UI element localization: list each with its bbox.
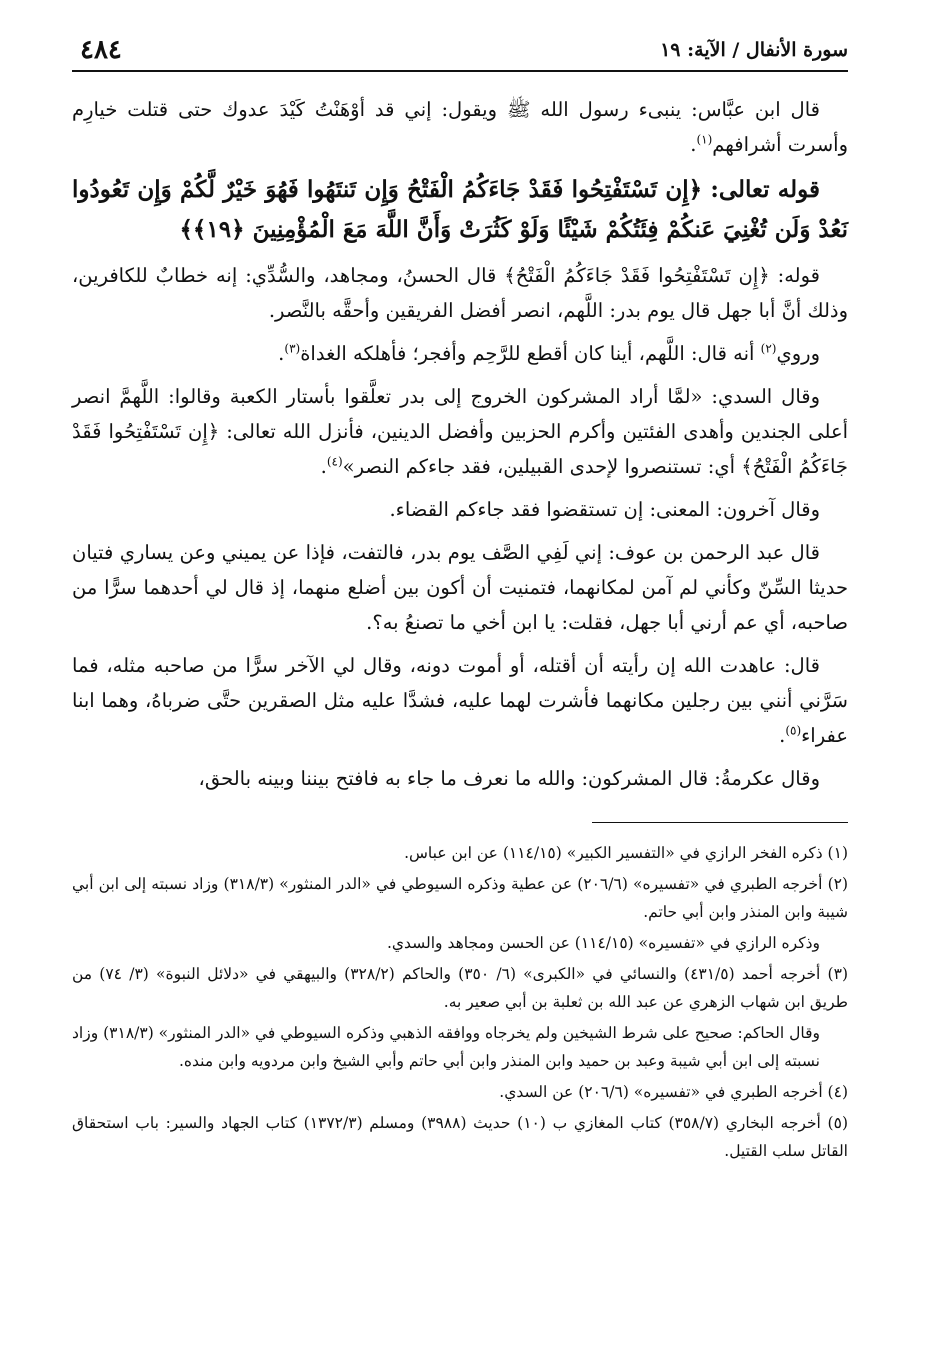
footnote-item: (٢) أخرجه الطبري في «تفسيره» (٢٠٦/٦) عن عطية وذكره السيوطي في «الدر المنثور» (٣١٨/٣) وزاد نسبته إلى ابن أبي شيبة وابن المنذر وابن أبي حاتم. [72, 875, 849, 921]
body-paragraph [72, 761, 848, 796]
body-paragraph [72, 258, 848, 328]
paragraph-text: قوله تعالى: ﴿إِن تَسْتَفْتِحُوا فَقَدْ جَاءَكُمُ الْفَتْحُ وَإِن تَنتَهُوا فَهُوَ خَيْرٌ لَّكُمْ وَإِن تَعُودُوا نَعُدْ وَلَن تُغْنِيَ عَنكُمْ فِئَتُكُمْ شَيْئًا وَلَوْ كَثُرَتْ وَأَنَّ اللَّهَ مَعَ الْمُؤْمِنِينَ ﴿١٩﴾﴾ [72, 176, 848, 243]
quran-verse [72, 170, 848, 250]
body-paragraph [72, 648, 848, 753]
paragraph-text: قال عبد الرحمن بن عوف: إني لَفِي الصَّف يوم بدر، فالتفت، فإذا عن يميني وعن يساري فتيان حديثا السِّنّ وكأني لم آمن لمكانهما، فتمنيت أن أكون بين أضلع منهما، إذ قال لي أحدهما سرًّا من صاحبه، أي عم أرني أبا جهل، فقلت: يا ابن أخي ما تصنعُ به؟. [72, 541, 848, 634]
footnote-item: (٤) أخرجه الطبري في «تفسيره» (٢٠٦/٦) عن السدي. [499, 1083, 848, 1101]
book-page [72, 30, 848, 1349]
paragraph-text: قال: عاهدت الله إن رأيته أن أقتله، أو أموت دونه، وقال لي الآخر سرًّا من صاحبه مثله، فما سَرَّني أنني بين رجلين مكانهما فأشرت لهما عليه، فشدَّا عليه مثل الصقرين حتَّى ضرباهُ، وهما ابنا عفراء [72, 654, 848, 747]
body-paragraph [72, 92, 848, 162]
paragraph-end: . [779, 724, 786, 747]
footnote-item: (٣) أخرجه أحمد (٤٣١/٥) والنسائي في «الكبرى» (٦/ ٣٥٠) والحاكم (٣٢٨/٢) والبيهقي في «دلائل النبوة» (٣/ ٧٤) من طريق ابن شهاب الزهري عن عبد الله بن ثعلبة بن أبي صعير به. [72, 965, 848, 1011]
paragraph-end: . [320, 455, 327, 478]
paragraph-text: قوله: ﴿إِن تَسْتَفْتِحُوا فَقَدْ جَاءَكُمُ الْفَتْحُ﴾ قال الحسنُ، ومجاهد، والسُّدِّي: إنه خطابٌ للكافرين، وذلك أنَّ أبا جهل قال يوم بدر: اللَّهم، انصر أفضل الفريقين وأحقَّه بالنَّصر. [72, 264, 848, 322]
surah-reference: سورة الأنفال / الآية: ١٩ [660, 39, 848, 61]
footnote-marker: (٥) [785, 723, 802, 738]
body-paragraph [72, 379, 848, 484]
page-header [72, 30, 848, 72]
footnote-continuation: وذكره الرازي في «تفسيره» (١١٤/١٥) عن الحسن ومجاهد والسدي. [386, 934, 820, 952]
footnote-item: (٥) أخرجه البخاري (٣٥٨/٧) كتاب المغازي ب (١٠) حديث (٣٩٨٨) ومسلم (١٣٧٢/٣) كتاب الجهاد والسير: باب استحقاق القاتل سلب القتيل. [72, 1114, 848, 1160]
footnote-continuation: وقال الحاكم: صحيح على شرط الشيخين ولم يخرجاه ووافقه الذهبي وذكره السيوطي في «الدر المنثور» (٣١٨/٣) وزاد نسبته إلى ابن أبي شيبة وعبد بن حميد وابن المنذر وابن أبي حاتم وأبي الشيخ وابن مردويه وابن منده. [72, 1024, 821, 1070]
footnote-divider [592, 822, 848, 823]
footnote-marker: (٢) [760, 341, 777, 356]
footnote-item: (١) ذكره الفخر الرازي في «التفسير الكبير» (١١٤/١٥) عن ابن عباس. [404, 844, 848, 862]
paragraph-text: وروي [776, 342, 820, 365]
body-paragraph [72, 535, 848, 640]
footnote-marker: (١) [696, 132, 713, 147]
paragraph-end: . [690, 133, 697, 156]
paragraph-text: وقال عكرمةُ: قال المشركون: والله ما نعرف ما جاء به فافتح بيننا وبينه بالحق، [198, 767, 820, 790]
paragraph-text: قال ابن عبَّاس: ينبىء رسول الله ﷺ ويقول: إني قد أوْهَنْتُ كَيْدَ عدوك حتى قتلت خيارِم وأسرت أشرافهم [72, 98, 848, 156]
footnote-marker: (٤) [326, 454, 343, 469]
paragraph-end: . [278, 342, 285, 365]
paragraph-text: وقال آخرون: المعنى: إن تستقضوا فقد جاءكم القضاء. [389, 498, 820, 521]
paragraph-text: أنه قال: اللَّهم، أينا كان أقطع للرَّحِم وأفجر؛ فأهلكه الغداة [300, 342, 761, 365]
body-paragraph [72, 336, 848, 371]
footnote-marker: (٣) [284, 341, 301, 356]
body-paragraph [72, 492, 848, 527]
page-number: ٤٨٤ [80, 35, 122, 65]
footnotes [72, 839, 848, 1165]
paragraph-text: وقال السدي: «لمَّا أراد المشركون الخروج إلى بدر تعلَّقوا بأستار الكعبة وقالوا: اللَّهمَّ انصر أعلى الجندين وأهدى الفئتين وأكرم الحزبين وأفضل الدينين، فأنزل الله تعالى: ﴿إِن تَسْتَفْتِحُوا فَقَدْ جَاءَكُمُ الْفَتْحُ﴾ أي: تستنصروا لإحدى القبيلين، فقد جاءكم النصر» [72, 385, 848, 478]
main-text [72, 92, 848, 796]
